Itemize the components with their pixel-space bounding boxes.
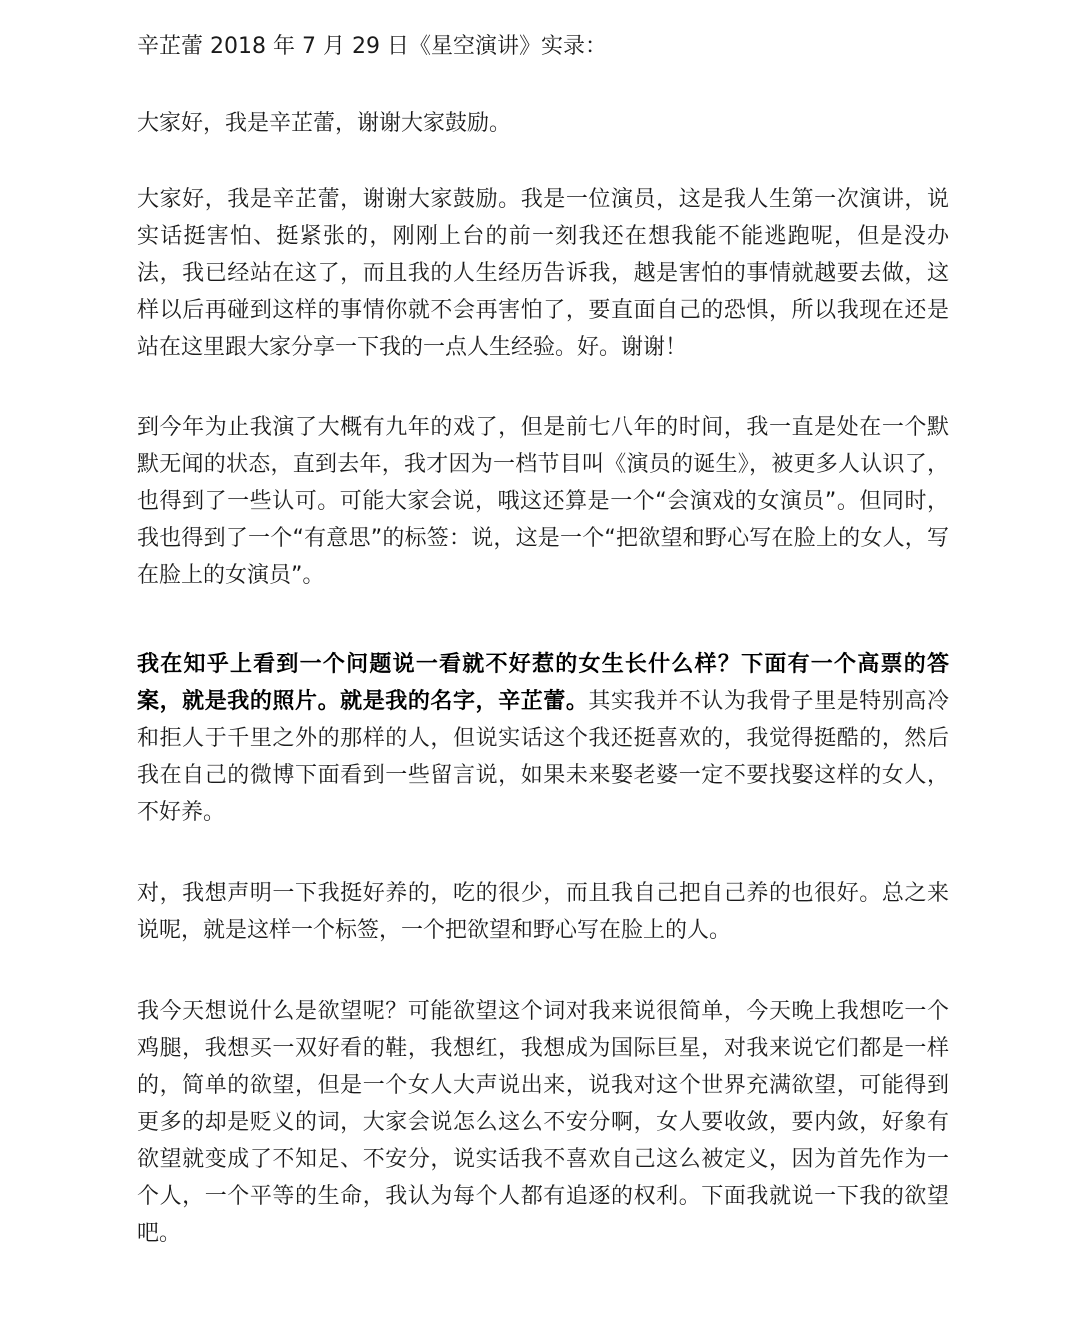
paragraph-greeting: 大家好，我是辛芷蕾，谢谢大家鼓励。 xyxy=(137,111,512,136)
speech-transcript xyxy=(137,28,949,1252)
paragraph-zhihu xyxy=(137,646,949,831)
bold-highlight: 我在知乎上看到一个问题说一看就不好惹的女生长什么样？下面有一个高票的答案，就是我的照片。就是我的名字，辛芷蕾。 xyxy=(137,652,949,714)
paragraph-desire: 我今天想说什么是欲望呢？可能欲望这个词对我来说很简单，今天晚上我想吃一个鸡腿，我想买一双好看的鞋，我想红，我想成为国际巨星，对我来说它们都是一样的，简单的欲望，但是一个女人大声说出来，说我对这个世界充满欲望，可能得到更多的却是贬义的词，大家会说怎么这么不安分啊，女人要收敛，要内敛，好象有欲望就变成了不知足、不安分，说实话我不喜欢自己这么被定义，因为首先作为一个人，一个平等的生命，我认为每个人都有追逐的权利。下面我就说一下我的欲望吧。 xyxy=(137,999,949,1246)
paragraph-career: 到今年为止我演了大概有九年的戏了，但是前七八年的时间，我一直是处在一个默默无闻的状态，直到去年，我才因为一档节目叫《演员的诞生》，被更多人认识了，也得到了一些认可。可能大家会说，哦这还算是一个“会演戏的女演员”。但同时，我也得到了一个“有意思”的标签：说，这是一个“把欲望和野心写在脸上的女人，写在脸上的女演员”。 xyxy=(137,415,949,588)
paragraph-opening: 大家好，我是辛芷蕾，谢谢大家鼓励。我是一位演员，这是我人生第一次演讲，说实话挺害怕、挺紧张的，刚刚上台的前一刻我还在想我能不能逃跑呢，但是没办法，我已经站在这了，而且我的人生经历告诉我，越是害怕的事情就越要去做，这样以后再碰到这样的事情你就不会再害怕了，要直面自己的恐惧，所以我现在还是站在这里跟大家分享一下我的一点人生经验。好。谢谢！ xyxy=(137,187,949,360)
document-title: 辛芷蕾 2018 年 7 月 29 日《星空演讲》实录： xyxy=(137,34,607,59)
paragraph-zhihu-rest: 其实我并不认为我骨子里是特别高冷和拒人于千里之外的那样的人，但说实话这个我还挺喜欢的，我觉得挺酷的，然后我在自己的微博下面看到一些留言说，如果未来娶老婆一定不要找娶这样的女人，不好养。 xyxy=(137,689,949,825)
paragraph-label: 对，我想声明一下我挺好养的，吃的很少，而且我自己把自己养的也很好。总之来说呢，就是这样一个标签，一个把欲望和野心写在脸上的人。 xyxy=(137,881,949,943)
